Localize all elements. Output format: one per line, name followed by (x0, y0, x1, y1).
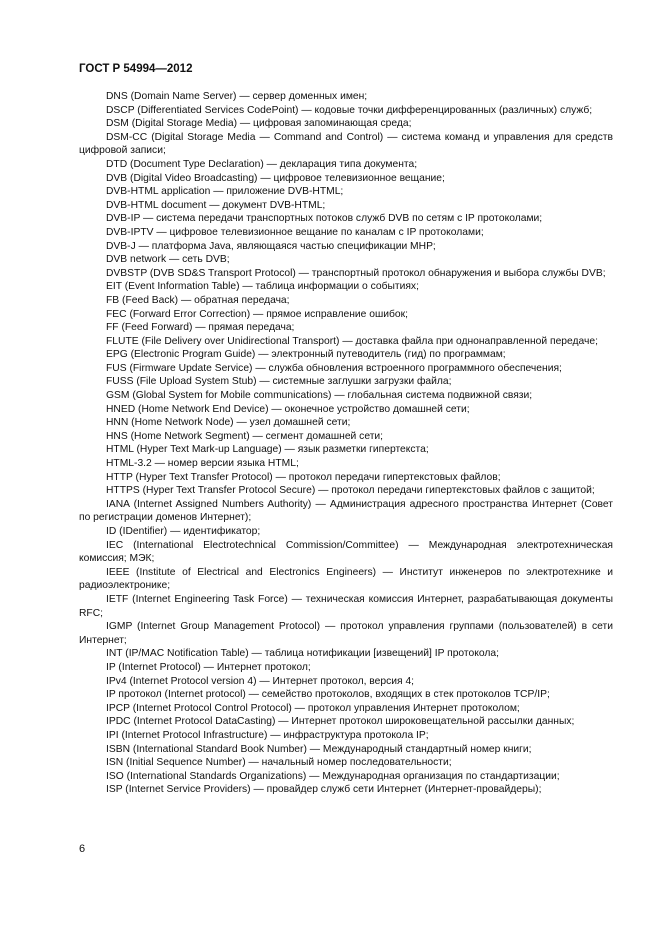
list-item: IANA (Internet Assigned Numbers Authority) — Администрация адресного пространства Интернет (Совет по регистрации доменов Интернет); (79, 498, 613, 524)
list-item: FEC (Forward Error Correction) — прямое исправление ошибок; (106, 308, 409, 320)
list-item: ID (IDentifier) — идентификатор; (106, 526, 261, 537)
list-item: IEEE (Institute of Electrical and Electronics Engineers) — Институт инженеров по электротехнике и радиоэлектронике; (79, 566, 613, 592)
list-item: EPG (Electronic Program Guide) — электронный путеводитель (гид) по программам; (106, 349, 506, 361)
list-item: DVB (Digital Video Broadcasting) — цифровое телевизионное вещание; (106, 172, 445, 184)
list-item: FUSS (File Upload System Stub) — системные заглушки загрузки файла; (106, 376, 452, 388)
list-item: DVB-HTML application — приложение DVB-HTML; (106, 186, 344, 198)
list-item: IGMP (Internet Group Management Protocol) — протокол управления группами (пользователей) в сети Интернет; (79, 621, 613, 646)
list-item: FLUTE (File Delivery over Unidirectional Transport) — доставка файла при однонаправленной передаче; (106, 335, 598, 347)
list-item: HNED (Home Network End Device) — оконечное устройство домашней сети; (106, 403, 470, 415)
list-item: IPI (Internet Protocol Infrastructure) — инфраструктура протокола IP; (106, 729, 429, 741)
list-item: DSM (Digital Storage Media) — цифровая запоминающая среда; (106, 118, 412, 130)
list-item: HTTPS (Hyper Text Transfer Protocol Secure) — протокол передачи гипертекстовых файлов с защитой; (106, 485, 595, 497)
list-item: DNS (Domain Name Server) — сервер доменных имен; (106, 91, 368, 102)
list-item: INT (IP/MAC Notification Table) — таблица нотификации [извещений] IP протокола; (106, 648, 499, 660)
list-item: DSCP (Differentiated Services CodePoint) — кодовые точки дифференцированных (различных) служб; (106, 104, 593, 116)
list-item: GSM (Global System for Mobile communications) — глобальная система подвижной связи; (106, 390, 533, 402)
list-item: ISO (International Standards Organizations) — Международная организация по стандартизации; (106, 770, 560, 782)
list-item: IEC (International Electrotechnical Commission/Committee) — Международная электротехническая комиссия; МЭК; (79, 539, 613, 565)
list-item: HTML (Hyper Text Mark-up Language) — язык разметки гипертекста; (106, 444, 429, 456)
list-item: DSM-CC (Digital Storage Media — Command and Control) — система команд и управления для средств цифровой записи; (79, 131, 613, 157)
list-item: FF (Feed Forward) — прямая передача; (106, 322, 295, 334)
list-item: HTML-3.2 — номер версии языка HTML; (106, 458, 299, 470)
list-item: IETF (Internet Engineering Task Force) — техническая комиссия Интернет, разрабатывающая документы RFC; (79, 593, 613, 619)
list-item: IPv4 (Internet Protocol version 4) — Интернет протокол, версия 4; (106, 675, 415, 687)
list-item: DVBSTP (DVB SD&S Transport Protocol) — транспортный протокол обнаружения и выбора службы DVB; (106, 267, 606, 279)
list-item: DVB-HTML document — документ DVB-HTML; (106, 199, 326, 211)
list-item: ISP (Internet Service Providers) — провайдер служб сети Интернет (Интернет-провайдеры); (106, 784, 542, 796)
list-item: DVB network — сеть DVB; (106, 254, 230, 266)
list-item: ISN (Initial Sequence Number) — начальный номер последовательности; (106, 757, 452, 769)
list-item: EIT (Event Information Table) — таблица информации о событиях; (106, 281, 419, 293)
list-item: HNN (Home Network Node) — узел домашней сети; (106, 417, 351, 429)
list-item: DTD (Document Type Declaration) — декларация типа документа; (106, 158, 418, 170)
list-item: FB (Feed Back) — обратная передача; (106, 294, 290, 306)
list-item: IPCP (Internet Protocol Control Protocol) — протокол управления Интернет протоколом; (106, 702, 520, 714)
page-number: 6 (79, 843, 86, 855)
list-item: DVB-IP — система передачи транспортных потоков служб DVB по сетям с IP протоколами; (106, 213, 543, 225)
list-item: DVB-IPTV — цифровое телевизионное вещание по каналам с IP протоколами; (106, 226, 484, 238)
list-item: HTTP (Hyper Text Transfer Protocol) — протокол передачи гипертекстовых файлов; (106, 471, 501, 483)
list-item: IP протокол (Internet protocol) — семейство протоколов, входящих в стек протоколов TCP/IP; (106, 689, 550, 701)
document-header: ГОСТ Р 54994—2012 (79, 63, 193, 75)
list-item: HNS (Home Network Segment) — сегмент домашней сети; (106, 430, 384, 442)
list-item: IPDC (Internet Protocol DataCasting) — Интернет протокол широковещательной рассылки данных; (106, 716, 575, 728)
list-item: ISBN (International Standard Book Number) — Международный стандартный номер книги; (106, 743, 532, 755)
list-item: DVB-J — платформа Java, являющаяся частью спецификации MHP; (106, 240, 436, 252)
list-item: IP (Internet Protocol) — Интернет протокол; (106, 661, 311, 673)
list-item: FUS (Firmware Update Service) — служба обновления встроенного программного обеспечения; (106, 362, 562, 374)
abbreviation-list (79, 90, 613, 797)
